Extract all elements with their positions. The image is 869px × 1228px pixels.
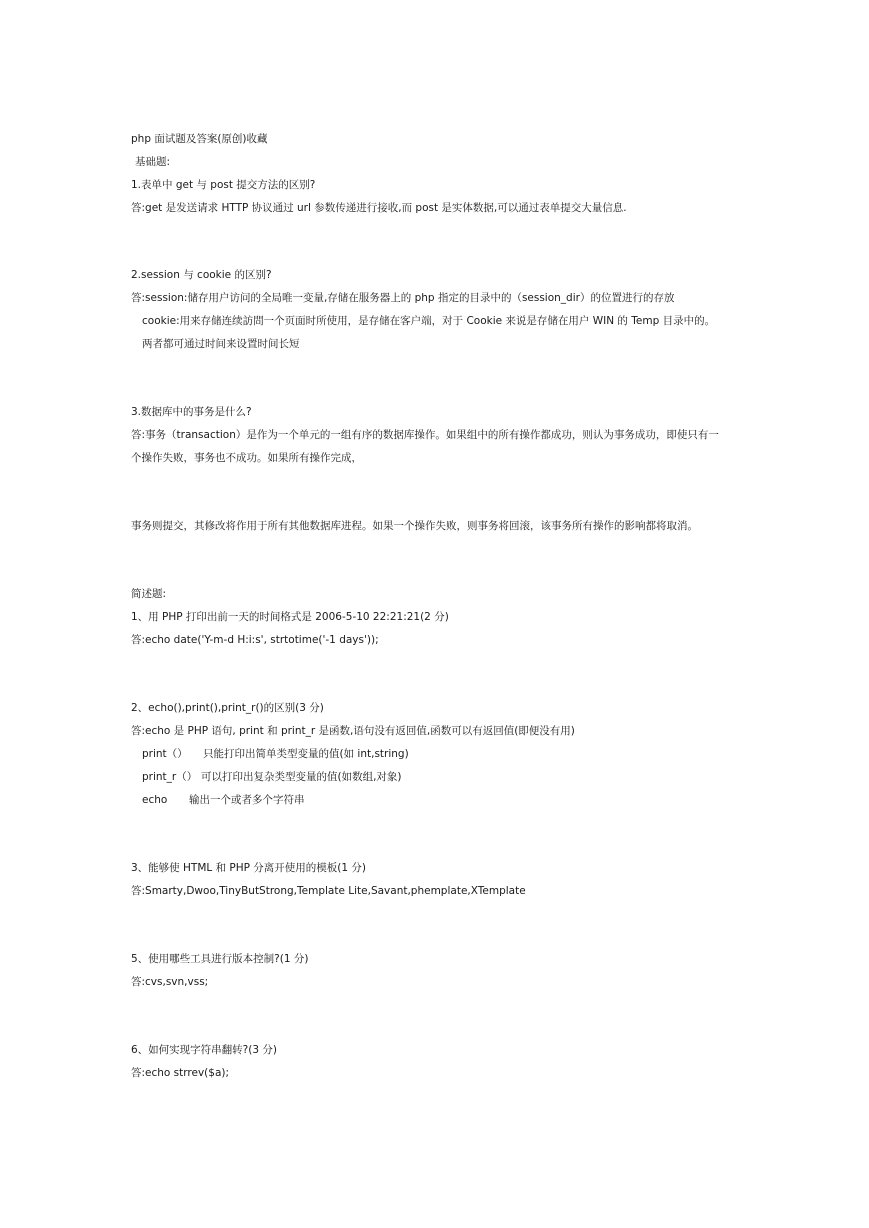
answer-2-line-2: cookie:用来存储连续訪問一个页面时所使用，是存储在客户端，对于 Cookie 来说是存储在用户 WIN 的 Temp 目录中的。 [142,315,716,327]
answer-3-line-1: 答:事务（transaction）是作为一个单元的一组有序的数据库操作。如果组中的所有操作都成功，则认为事务成功，即使只有一 [131,429,719,441]
question-2: 2.session 与 cookie 的区别? [131,269,272,281]
short-question-6: 6、如何实现字符串翻转?(3 分) [131,1044,277,1056]
question-1: 1.表单中 get 与 post 提交方法的区别? [131,179,316,191]
short-answer-2: 答:echo 是 PHP 语句, print 和 print_r 是函数,语句没有返回值,函数可以有返回值(即便没有用) [131,725,575,737]
document-title: php 面试题及答案(原创)收藏 [131,133,268,145]
row-key: echo [142,794,168,806]
row-key: print（） [142,748,188,760]
section-heading-basic: 基础题: [135,156,171,168]
comparison-row-print [142,747,409,761]
answer-2-line-3: 两者都可通过时间来设置时间长短 [142,338,300,350]
comparison-row-echo [142,793,305,807]
short-answer-1: 答:echo date('Y-m-d H:i:s', strtotime('-1 days')); [131,634,379,646]
comparison-row-print-r [142,770,402,784]
short-answer-6: 答:echo strrev($a); [131,1067,230,1079]
short-question-5: 5、使用哪些工具进行版本控制?(1 分) [131,953,309,965]
row-value: 输出一个或者多个字符串 [189,794,305,806]
short-answer-3: 答:Smarty,Dwoo,TinyButStrong,Template Lite,Savant,phemplate,XTemplate [131,885,526,897]
short-answer-5: 答:cvs,svn,vss; [131,976,209,988]
answer-2-line-1: 答:session:储存用户访问的全局唯一变量,存储在服务器上的 php 指定的目录中的（session_dir）的位置进行的存放 [131,292,675,304]
short-question-3: 3、能够使 HTML 和 PHP 分离开使用的模板(1 分) [131,862,367,874]
answer-3-line-3: 事务则提交，其修改将作用于所有其他数据库进程。如果一个操作失败，则事务将回滚，该事务所有操作的影响都将取消。 [131,520,698,532]
answer-1: 答:get 是发送请求 HTTP 协议通过 url 参数传递进行接收,而 post 是实体数据,可以通过表单提交大量信息. [131,202,627,214]
section-heading-short: 简述题: [131,588,167,600]
short-question-2: 2、echo(),print(),print_r()的区别(3 分) [131,702,324,714]
row-value: 只能打印出简单类型变量的值(如 int,string) [203,748,409,760]
row-value: 可以打印出复杂类型变量的值(如数组,对象) [201,771,402,783]
row-key: print_r（） [142,771,198,783]
answer-3-line-2: 个操作失败，事务也不成功。如果所有操作完成， [131,452,362,464]
question-3: 3.数据库中的事务是什么? [131,406,252,418]
short-question-1: 1、用 PHP 打印出前一天的时间格式是 2006-5-10 22:21:21(2 分) [131,611,449,623]
